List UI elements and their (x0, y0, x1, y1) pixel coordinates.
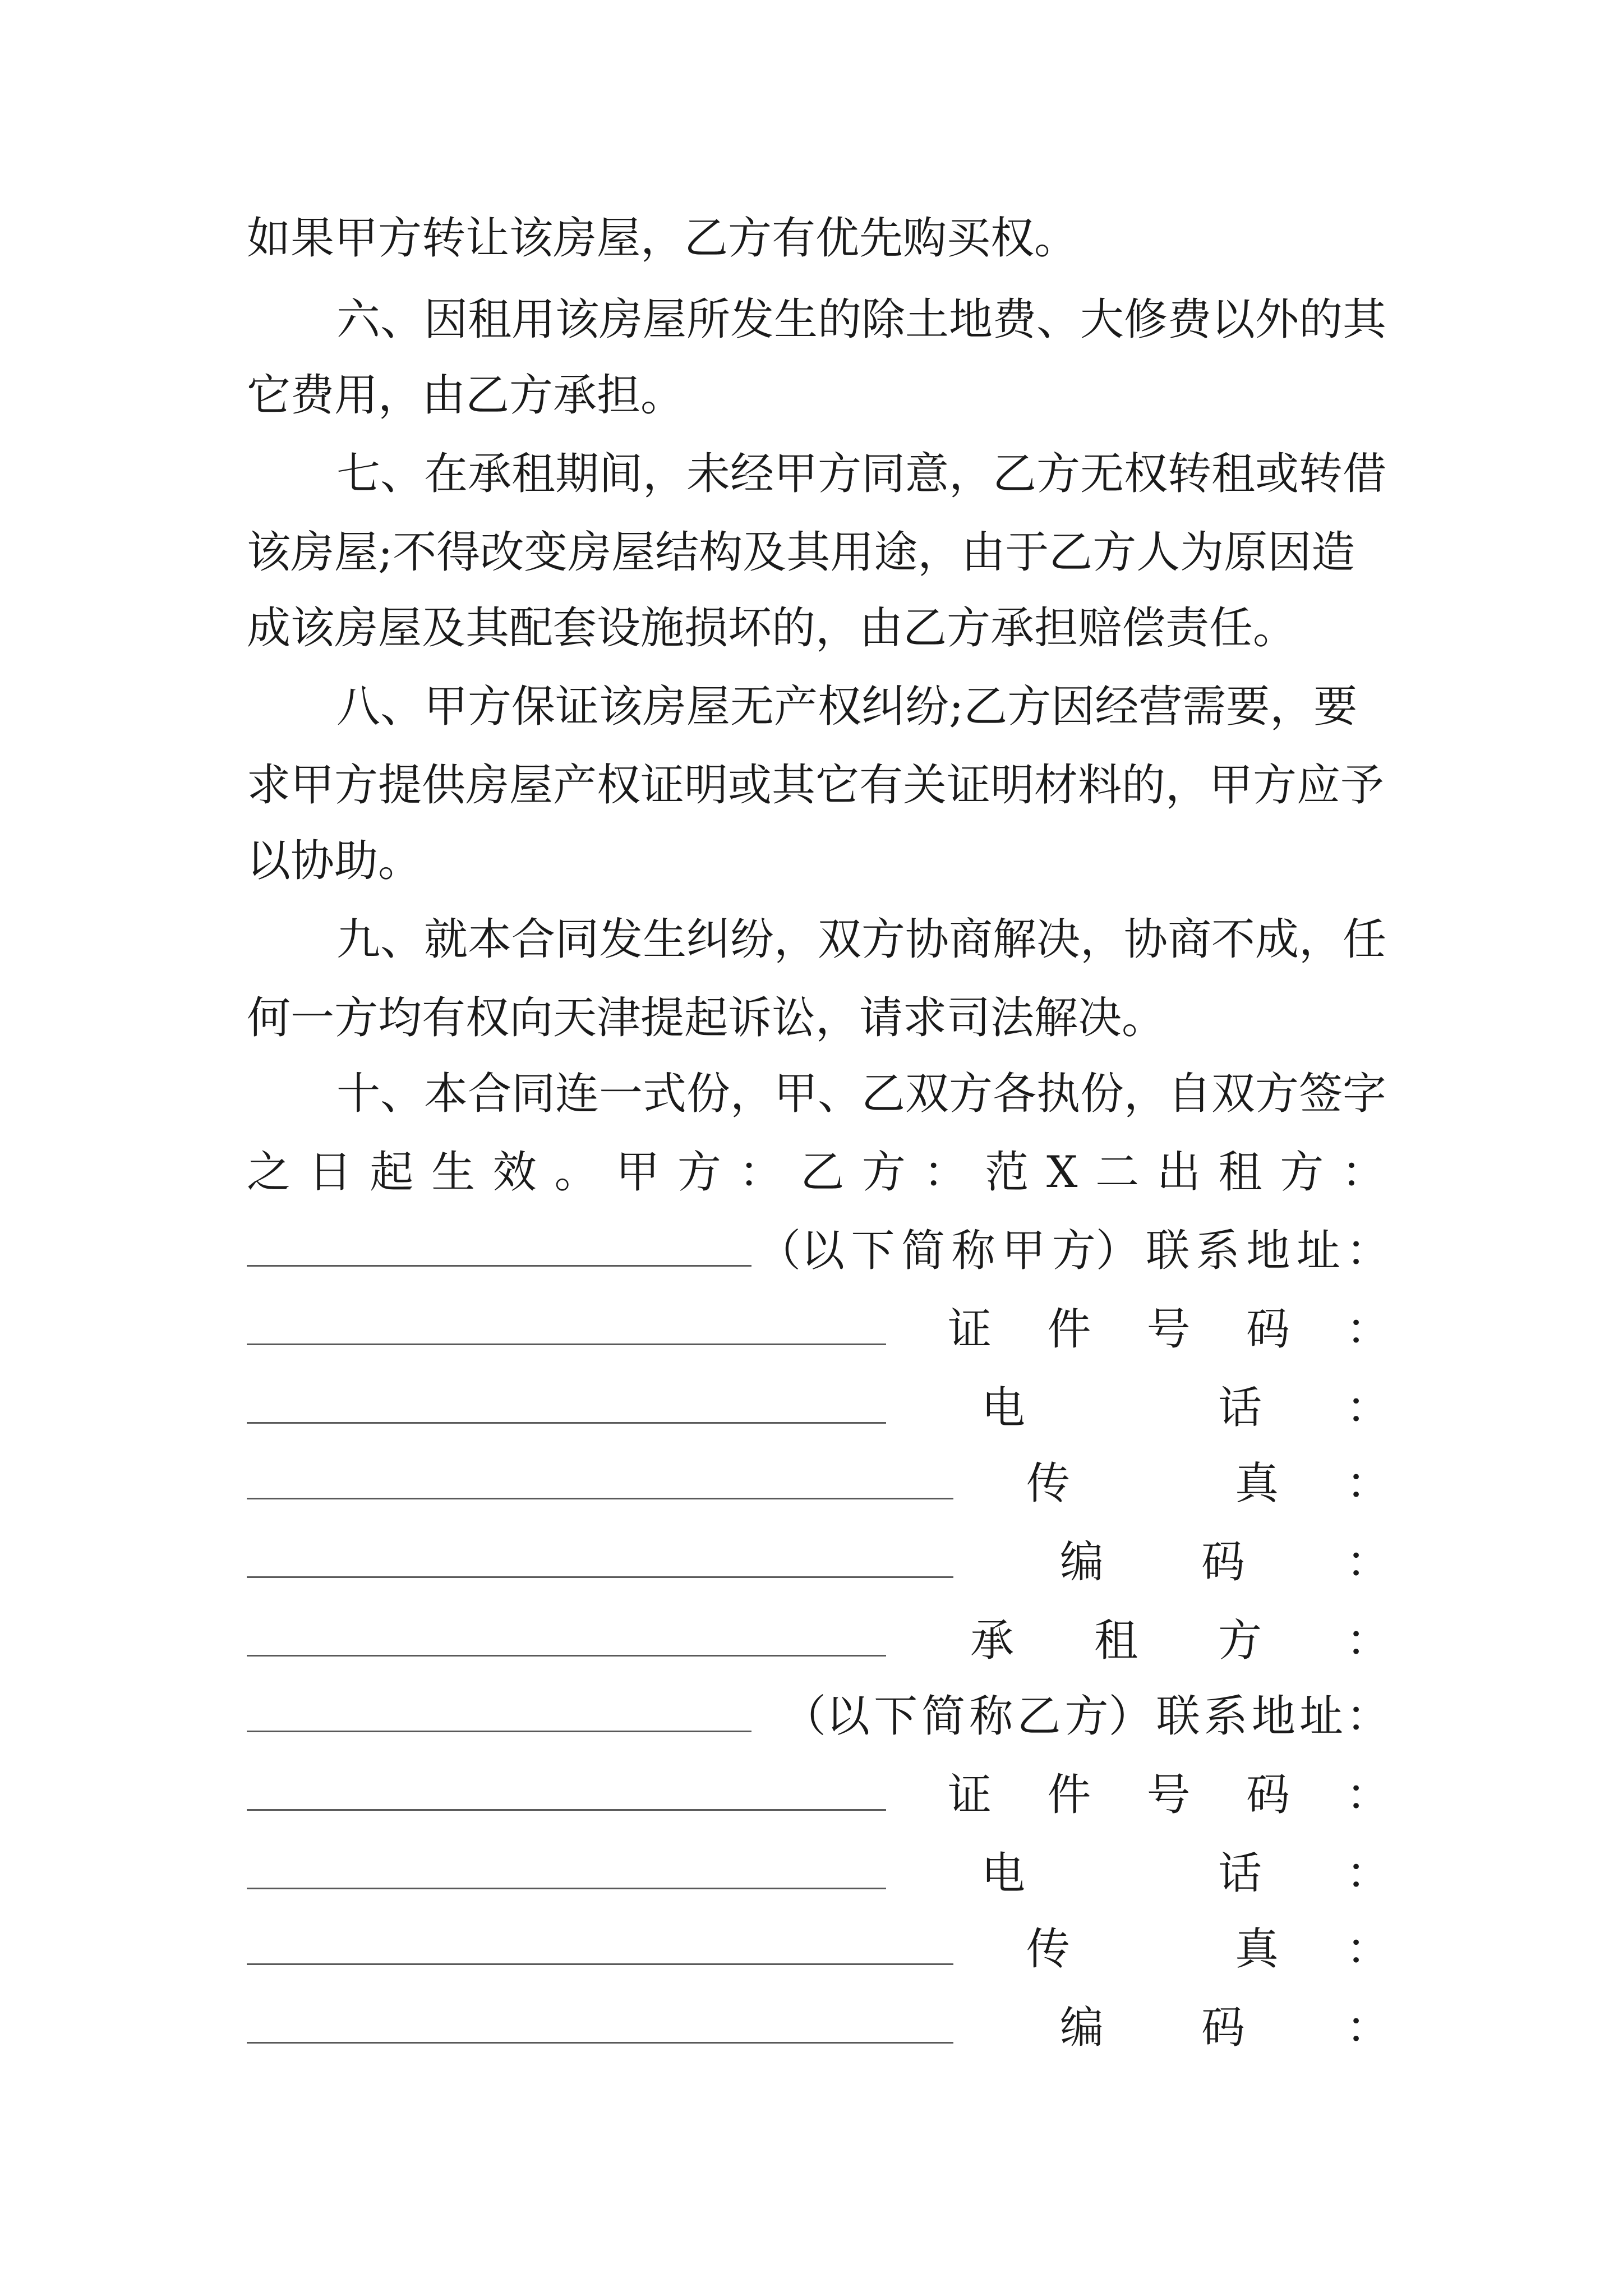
lessor-address-blank[interactable] (247, 1343, 886, 1345)
char: 乙 (800, 1147, 845, 1198)
lessee-fax-blank[interactable] (247, 2042, 953, 2044)
lessee-id-label: 证 件 号 码 (948, 1770, 1290, 1820)
lessor-postcode-label: 编 码 (1060, 1537, 1245, 1588)
lessor-phone-label: 电 话 (981, 1383, 1262, 1433)
char: 效 (492, 1147, 537, 1198)
clause-eight-line-3: 以协助。 (247, 836, 422, 886)
lessor-address-label: （以 下 简 称 甲 方） 联 系 地 址 (757, 1226, 1340, 1276)
lessee-phone-blank[interactable] (247, 1963, 953, 1965)
lessee-id-blank[interactable] (247, 1888, 886, 1889)
clause-ten-line-2 (247, 1133, 1385, 1212)
colon: ： (1346, 1304, 1390, 1355)
colon: ： (1346, 2003, 1390, 2053)
char: ： (1341, 1147, 1385, 1198)
clause-six-line-2: 它费用，由乙方承担。 (247, 370, 685, 421)
char: 租 (1218, 1147, 1262, 1198)
char: 起 (370, 1147, 414, 1198)
char: 方 (1280, 1147, 1324, 1198)
lessee-postcode-label: 编 码 (1060, 2003, 1245, 2053)
colon: ： (1346, 1770, 1390, 1820)
lessee-address-label: （以 下 简 称 乙 方） 联 系 地 址 (782, 1691, 1343, 1742)
char: 甲 (616, 1147, 660, 1198)
char: 。 (554, 1147, 598, 1198)
colon: ： (1346, 1691, 1390, 1742)
clause-eight-line-2: 求甲方提供房屋产权证明或其它有关证明材料的，甲方应予 (247, 760, 1385, 811)
clause-nine-line-2: 何一方均有权向天津提起诉讼，请求司法解决。 (247, 993, 1166, 1043)
lessee-address-blank[interactable] (247, 1809, 886, 1811)
lessee-phone-label: 电 话 (981, 1848, 1262, 1899)
lessor-fax-blank[interactable] (247, 1576, 953, 1578)
clause-nine-line-1: 九、就本合同发生纠纷，双方协商解决，协商不成，任 (336, 914, 1387, 965)
char: 之 (247, 1147, 291, 1198)
clause-seven-line-1: 七、在承租期间，未经甲方同意，乙方无权转租或转借 (336, 449, 1387, 499)
paragraph-line-1: 如果甲方转让该房屋，乙方有优先购买权。 (247, 213, 1078, 264)
char: 范 (985, 1147, 1029, 1198)
lessor-id-label: 证 件 号 码 (948, 1304, 1290, 1355)
clause-six-line-1: 六、因租用该房屋所发生的除土地费、大修费以外的其 (336, 295, 1387, 345)
char: 生 (431, 1147, 476, 1198)
clause-seven-line-3: 成该房屋及其配套设施损坏的，由乙方承担赔偿责任。 (247, 603, 1297, 654)
colon: ： (1346, 1537, 1390, 1588)
clause-eight-line-1: 八、甲方保证该房屋无产权纠纷;乙方因经营需要，要 (336, 682, 1358, 732)
lessor-fax-label: 传 真 (1026, 1458, 1279, 1509)
char: 出 (1156, 1147, 1201, 1198)
char: 日 (308, 1147, 352, 1198)
lessor-id-blank[interactable] (247, 1422, 886, 1424)
lessee-fax-label: 传 真 (1026, 1924, 1279, 1975)
clause-ten-line-1: 十、本合同连一式份，甲、乙双方各执份，自双方签字 (336, 1069, 1387, 1119)
colon: ： (1346, 1458, 1390, 1509)
colon: ： (1346, 1616, 1390, 1666)
char: ： (923, 1147, 967, 1198)
lessee-label: 承 租 方 (970, 1616, 1262, 1666)
lessee-name-blank[interactable] (247, 1731, 751, 1732)
colon: ： (1346, 1848, 1390, 1899)
char: ： (739, 1147, 783, 1198)
char: 二 (1095, 1147, 1140, 1198)
lessor-name-blank[interactable] (247, 1265, 751, 1267)
lessor-phone-blank[interactable] (247, 1498, 953, 1499)
char: 方 (861, 1147, 906, 1198)
clause-seven-line-2: 该房屋;不得改变房屋结构及其用途，由于乙方人为原因造 (247, 527, 1355, 578)
colon: ： (1346, 1226, 1390, 1276)
lessor-postcode-blank[interactable] (247, 1655, 886, 1657)
colon: ： (1346, 1383, 1390, 1433)
char: X (1046, 1147, 1078, 1198)
char: 方 (677, 1147, 721, 1198)
colon: ： (1346, 1924, 1390, 1975)
